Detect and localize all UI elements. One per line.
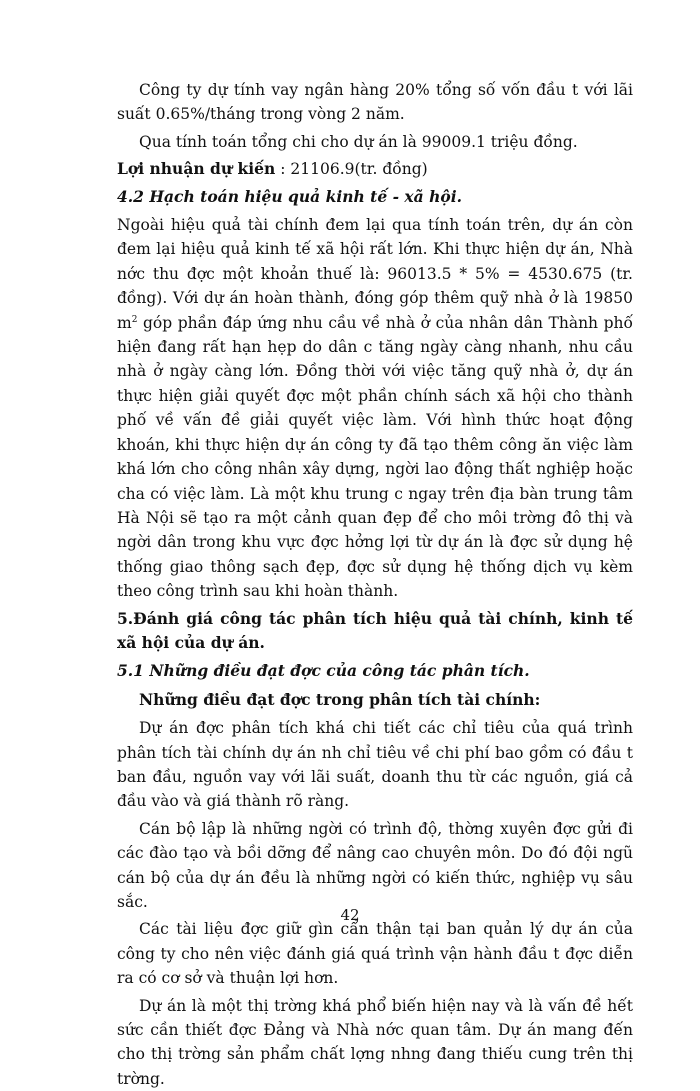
profit-label: Lợi nhuận dự kiến — [117, 159, 276, 179]
social-effect-paragraph — [117, 213, 633, 604]
social-text-part2: góp phần đáp ứng nhu cầu về nhà ở của nhân dân Thành phố hiện đang rất hạn hẹp do dân c tăng ngày càng nhanh, nhu cầu nhà ở ngày càng lớn. Đồng thời với việc tăng quỹ nhà ở, dự án thực hiện giải quyết đợc một phần chính sách xã hội cho thành phố về vấn đề giải quyết việc làm. Với hình thức hoạt động khoán, khi thực hiện dự án công ty đã tạo thêm công ăn việc làm khá lớn cho công nhân xây dựng, ngời lao động thất nghiệp hoặc cha có việc làm. Là một khu trung c ngay trên địa bàn trung tâm Hà Nội sẽ tạo ra một cảnh quan đẹp để cho môi trờng đô thị và ngời dân trong khu vực đợc hởng lợi từ dự án là đợc sử dụng hệ thống giao thông sạch đẹp, đợc sử dụng hệ thống dịch vụ kèm theo công trình sau khi hoàn thành. — [117, 313, 633, 601]
loan-paragraph: Công ty dự tính vay ngân hàng 20% tổng số vốn đầu t với lãi suất 0.65%/tháng trong vòng 2 năm. — [117, 81, 633, 124]
area-unit-superscript: 2 — [131, 314, 138, 325]
page-number: 42 — [340, 906, 360, 924]
document-page — [117, 78, 633, 1091]
subheading-financial: Những điều đạt đợc trong phân tích tài chính: — [139, 689, 541, 709]
profit-value: : 21106.9(tr. đồng) — [275, 160, 428, 179]
documents-paragraph: Các tài liệu đợc giữ gìn cẩn thận tại ban quản lý dự án của công ty cho nên việc đánh giá quá trình vận hành đầu t đợc diễn ra có cơ sở và thuận lợi hơn. — [117, 920, 633, 988]
total-cost-paragraph: Qua tính toán tổng chi cho dự án là 99009.1 triệu đồng. — [139, 132, 578, 151]
staff-paragraph: Cán bộ lập là những ngời có trình độ, thờng xuyên đợc gửi đi các đào tạo và bồi dỡng để nâng cao chuyên môn. Do đó đội ngũ cán bộ của dự án đều là những ngời có kiến thức, nghiệp vụ sâu sắc. — [117, 819, 633, 911]
section-heading-4-2: 4.2 Hạch toán hiệu quả kinh tế - xã hội. — [117, 186, 462, 206]
profit-line — [117, 157, 633, 181]
section-heading-5-1: 5.1 Những điều đạt đợc của công tác phân tích. — [117, 661, 530, 681]
market-paragraph: Dự án là một thị trờng khá phổ biến hiện nay và là vấn đề hết sức cần thiết đợc Đảng và Nhà nớc quan tâm. Dự án mang đến cho thị trờng sản phẩm chất lợng nhng đang thiếu cung trên thị trờng. — [117, 996, 633, 1088]
section-heading-5: 5.Đánh giá công tác phân tích hiệu quả tài chính, kinh tế xã hội của dự án. — [117, 608, 633, 652]
social-text-part1: Ngoài hiệu quả tài chính đem lại qua tính toán trên, dự án còn đem lại hiệu quả kinh tế xã hội rất lớn. Khi thực hiện dự án, Nhà nớc thu đợc một khoản thuế là: 96013.5 * 5% = 4530.675 (tr. đồng). Với dự án hoàn thành, đóng góp thêm quỹ nhà ở là 19850 m — [117, 216, 633, 332]
analysis-paragraph: Dự án đợc phân tích khá chi tiết các chỉ tiêu của quá trình phân tích tài chính dự án nh chỉ tiêu về chi phí bao gồm có đầu t ban đầu, nguồn vay với lãi suất, doanh thu từ các nguồn, giá cả đầu vào và giá thành rõ ràng. — [117, 719, 633, 811]
